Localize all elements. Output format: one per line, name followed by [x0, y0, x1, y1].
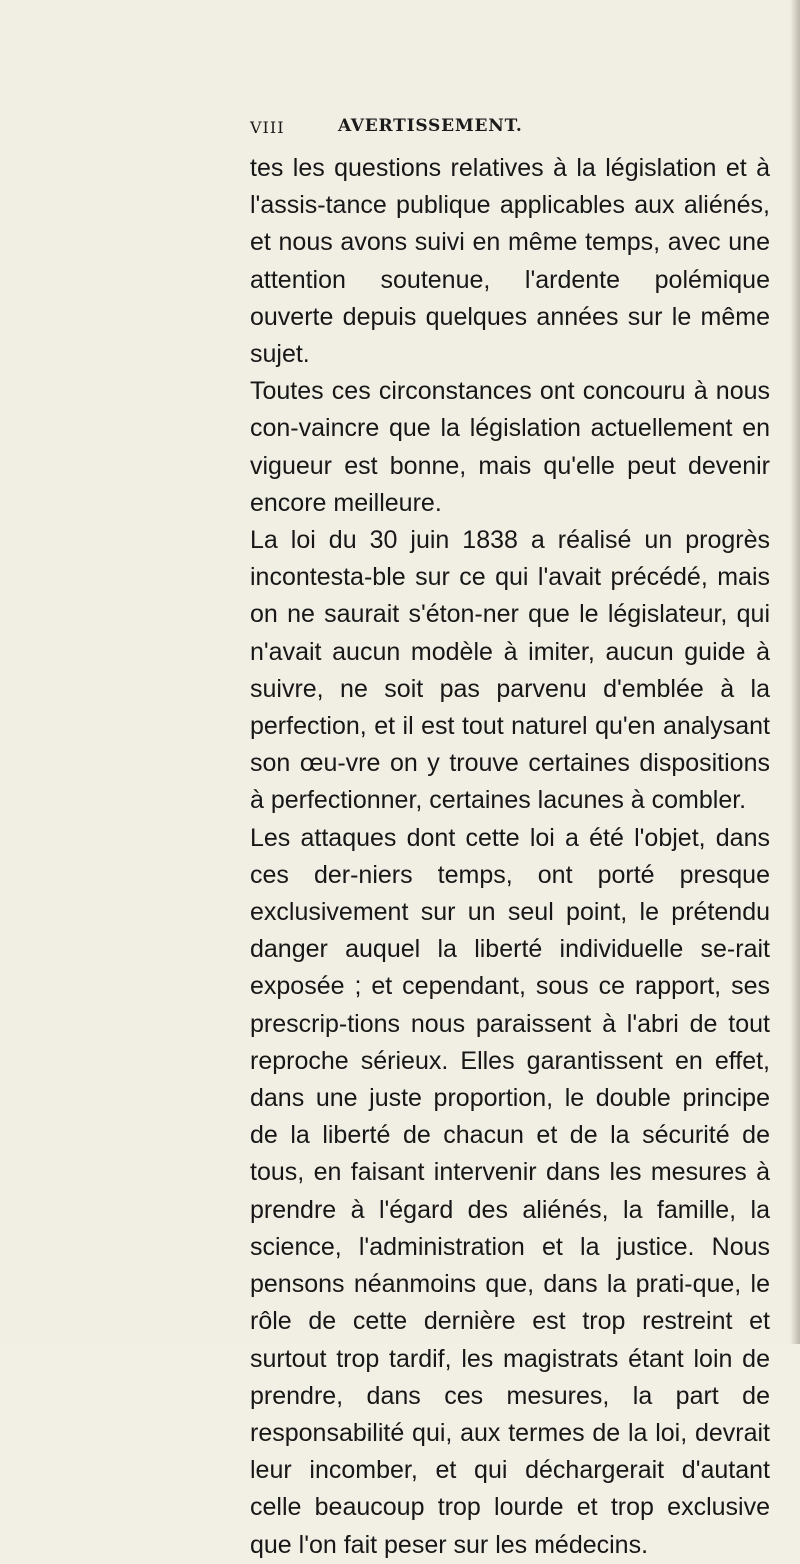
paragraph-2: Toutes ces circonstances ont concouru à nous con-vaincre que la législation actuellement en vigueur est bonne, mais qu'elle peut devenir encore meilleure.: [250, 377, 770, 517]
paragraph-3: La loi du 30 juin 1838 a réalisé un progrès incontesta-ble sur ce qui l'avait précédé, mais on ne saurait s'éton-ner que le législateur, qui n'avait aucun modèle à imiter, aucun guide à suivre, ne soit pas parvenu d'emblée à la perfection, et il est tout naturel qu'en analysant son œu-vre on y trouve certaines dispositions à perfectionner, certaines lacunes à combler.: [250, 526, 770, 815]
page-number: VIII: [250, 118, 285, 137]
paragraph-1: tes les questions relatives à la législation et à l'assis-tance publique applicables aux aliénés, et nous avons suivi en même temps, avec une attention soutenue, l'ardente polémique ouverte depuis quelques années sur le même sujet.: [250, 154, 770, 369]
paragraph-4: Les attaques dont cette loi a été l'objet, dans ces der-niers temps, ont porté presque exclusivement sur un seul point, le prétendu danger auquel la liberté individuelle se-rait exposée ; et cependant, sous ce rapport, ses prescrip-tions nous paraissent à l'abri de tout reproche sérieux. Elles garantissent en effet, dans une juste proportion, le double principe de la liberté de chacun et de la sécurité de tous, en faisant intervenir dans les mesures à prendre à l'égard des aliénés, la famille, la science, l'administration et la justice. Nous pensons néanmoins que, dans la prati-que, le rôle de cette dernière est trop restreint et surtout trop tardif, les magistrats étant loin de prendre, dans ces mesures, la part de responsabilité qui, aux termes de la loi, devrait leur incomber, et qui déchargerait d'autant celle beaucoup trop lourde et trop exclusive que l'on fait peser sur les médecins.: [250, 823, 770, 1559]
body-text: [250, 150, 770, 1564]
page-edge-shadow: [790, 0, 800, 1344]
running-title: AVERTISSEMENT.: [338, 116, 523, 136]
